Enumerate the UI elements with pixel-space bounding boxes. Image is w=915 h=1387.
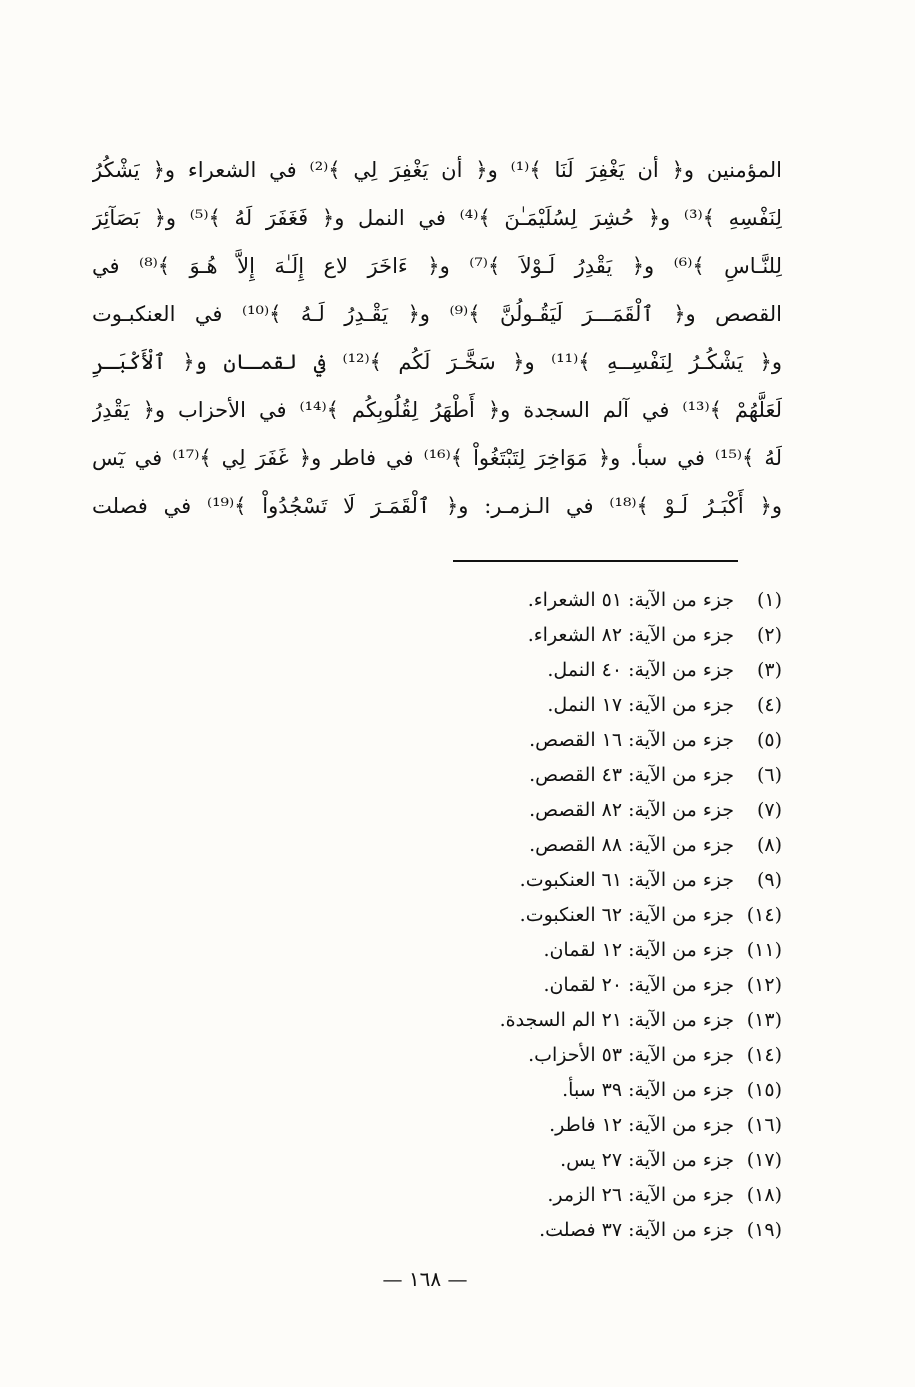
footnote-number: (١٤) xyxy=(746,904,782,926)
footnote-text: جزء من الآية: ٤٠ النمل. xyxy=(547,659,734,681)
footnote-number: (٥) xyxy=(756,729,782,751)
text-line: المؤمنين و﴿ أن يَغْفِرَ لَنَا ﴾⁽¹⁾ و﴿ أن يَغْفِرَ لِي ﴾⁽²⁾ في الشعراء و﴿ يَشْكُرُ xyxy=(92,158,782,182)
footnote-text: جزء من الآية: ٥٣ الأحزاب. xyxy=(528,1044,734,1066)
footnote xyxy=(422,1073,782,1108)
footnote xyxy=(422,863,782,898)
footnote xyxy=(422,723,782,758)
footnote-text: جزء من الآية: ٢٦ الزمر. xyxy=(547,1184,734,1206)
footnote-text: جزء من الآية: ٦٢ العنكبوت. xyxy=(519,904,734,926)
footnote xyxy=(422,653,782,688)
footnote xyxy=(422,1178,782,1213)
footnote-text: جزء من الآية: ٥١ الشعراء. xyxy=(527,589,734,611)
footnote-text: جزء من الآية: ٢٧ يس. xyxy=(560,1149,734,1171)
footnote xyxy=(422,688,782,723)
footnote-text: جزء من الآية: ١٢ فاطر. xyxy=(549,1114,734,1136)
footnote-text: جزء من الآية: ٦١ العنكبوت. xyxy=(519,869,734,891)
page-number: — ١٦٨ — xyxy=(382,1267,468,1291)
footnote-text: جزء من الآية: ٤٣ القصص. xyxy=(529,764,734,786)
footnote-text: جزء من الآية: ٢١ الم السجدة. xyxy=(499,1009,734,1031)
text-line: لِلنَّـاسِ ﴾⁽⁶⁾ و﴿ يَقْدِرُ لَـوْلاَ ﴾⁽⁷⁾ و﴿ ءَاخَرَ لاع إِلَـٰهَ إِلاَّ هُـوَ ﴾⁽⁸⁾ في xyxy=(92,254,782,278)
footnote xyxy=(422,1213,782,1248)
footnote-text: جزء من الآية: ٣٧ فصلت. xyxy=(539,1219,734,1241)
footnote xyxy=(422,933,782,968)
footnote-number: (١٥) xyxy=(746,1079,782,1101)
footnote xyxy=(422,968,782,1003)
footnote-number: (٢) xyxy=(756,624,782,646)
footnote xyxy=(422,618,782,653)
footnote-number: (١٤) xyxy=(746,1044,782,1066)
text-line: القصص و﴿ ٱلْقَمَـــرَ لَيَقُـولُنَّ ﴾⁽⁹⁾ و﴿ يَقْـدِرُ لَـهُ ﴾⁽¹⁰⁾ في العنكبـوت xyxy=(92,302,782,326)
footnote xyxy=(422,898,782,933)
footnote xyxy=(422,1143,782,1178)
footnote-number: (١٦) xyxy=(746,1114,782,1136)
footnote xyxy=(422,793,782,828)
footnote-number: (٨) xyxy=(756,834,782,856)
footnote-text: جزء من الآية: ٣٩ سبأ. xyxy=(562,1079,734,1101)
footnote-number: (١٧) xyxy=(746,1149,782,1171)
text-line: لَعَلَّهُمْ ﴾⁽¹³⁾ في آلم السجدة و﴿ أَطْهَرُ لِقُلُوبِكُم ﴾⁽¹⁴⁾ في الأحزاب و﴿ يَقْدِرُ xyxy=(92,398,782,422)
text-line: لِنَفْسِهِ ﴾⁽³⁾ و﴿ حُشِرَ لِسُلَيْمَـٰنَ ﴾⁽⁴⁾ في النمل و﴿ فَغَفَرَ لَهُ ﴾⁽⁵⁾ و﴿ بَصَآئِرَ xyxy=(92,206,782,230)
footnote-number: (٩) xyxy=(756,869,782,891)
footnote xyxy=(422,1108,782,1143)
footnote-number: (٣) xyxy=(756,659,782,681)
text-line: و﴿ يَشْكُـرُ لِنَفْسِــهِ ﴾⁽¹¹⁾ و﴿ سَخَّـرَ لَكُم ﴾⁽¹²⁾ في لقمـان و﴿ ٱلْأَكْبَـرِ xyxy=(92,350,782,374)
footnote xyxy=(422,1003,782,1038)
footnote-number: (١) xyxy=(756,589,782,611)
footnote-text: جزء من الآية: ٨٨ القصص. xyxy=(529,834,734,856)
footnote-text: جزء من الآية: ٨٢ القصص. xyxy=(529,799,734,821)
footnote xyxy=(422,828,782,863)
footnote-number: (٧) xyxy=(756,799,782,821)
footnote-number: (٤) xyxy=(756,694,782,716)
footnotes xyxy=(422,583,782,1248)
footnote-number: (٦) xyxy=(756,764,782,786)
footnote xyxy=(422,583,782,618)
footnote-number: (١١) xyxy=(746,939,782,961)
footnote-text: جزء من الآية: ١٦ القصص. xyxy=(529,729,734,751)
text-line: و﴿ أَكْبَـرُ لَـوْ ﴾⁽¹⁸⁾ في الـزمـر: و﴿ ٱلْقَمَـرَ لَا تَسْجُدُواْ ﴾⁽¹⁹⁾ في فصلت xyxy=(92,494,782,518)
text-line: لَهُ ﴾⁽¹⁵⁾ في سبأ. و﴿ مَوَاخِرَ لِتَبْتَغُواْ ﴾⁽¹⁶⁾ في فاطر و﴿ غَفَرَ لِي ﴾⁽¹⁷⁾ في يٓس xyxy=(92,446,782,470)
footnote-number: (١٩) xyxy=(746,1219,782,1241)
footnote-text: جزء من الآية: ١٧ النمل. xyxy=(547,694,734,716)
footnote-text: جزء من الآية: ٢٠ لقمان. xyxy=(543,974,734,996)
footnote-text: جزء من الآية: ١٢ لقمان. xyxy=(543,939,734,961)
footnote-number: (١٢) xyxy=(746,974,782,996)
footnote-divider xyxy=(453,560,738,562)
footnote-number: (١٣) xyxy=(746,1009,782,1031)
footnote-text: جزء من الآية: ٨٢ الشعراء. xyxy=(527,624,734,646)
footnote-number: (١٨) xyxy=(746,1184,782,1206)
main-text xyxy=(92,146,782,530)
footnote xyxy=(422,758,782,793)
footnote xyxy=(422,1038,782,1073)
